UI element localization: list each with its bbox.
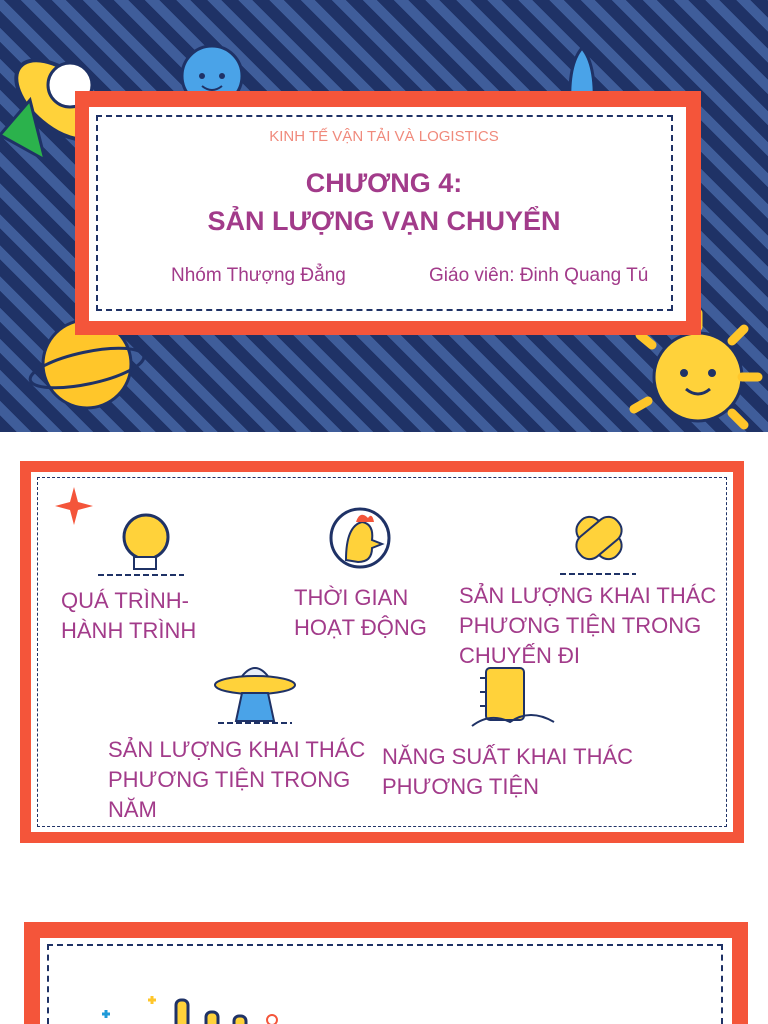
chapter-number: CHƯƠNG 4: (305, 168, 463, 198)
lightbulb-icon (96, 507, 186, 579)
item-process-journey: QUÁ TRÌNH- HÀNH TRÌNH (61, 588, 197, 643)
group-name: Nhóm Thượng Đẳng (171, 265, 346, 286)
sun-rays-icon (96, 994, 296, 1024)
sparkle-icon (55, 487, 93, 525)
title-slide (0, 0, 768, 432)
item-operating-time: THỜI GIAN HOẠT ĐỘNG (294, 585, 427, 640)
teacher-name: Giáo viên: Đinh Quang Tú (429, 265, 649, 286)
notebook-icon (470, 662, 556, 730)
item-trip-output: SẢN LƯỢNG KHAI THÁC PHƯƠNG TIỆN TRONG CHUYẾN ĐI (459, 583, 717, 668)
bandage-icon (556, 505, 640, 577)
course-subtitle: KINH TẾ VẬN TẢI VÀ LOGISTICS (269, 128, 499, 145)
item-productivity: NĂNG SUẤT KHAI THÁC PHƯƠNG TIỆN (382, 744, 634, 799)
item-annual-output: SẢN LƯỢNG KHAI THÁC PHƯƠNG TIỆN TRONG NĂM (108, 737, 366, 822)
ufo-icon (212, 657, 298, 725)
chapter-title: SẢN LƯỢNG VẠN CHUYỂN (207, 206, 561, 236)
rooster-icon (328, 504, 392, 572)
